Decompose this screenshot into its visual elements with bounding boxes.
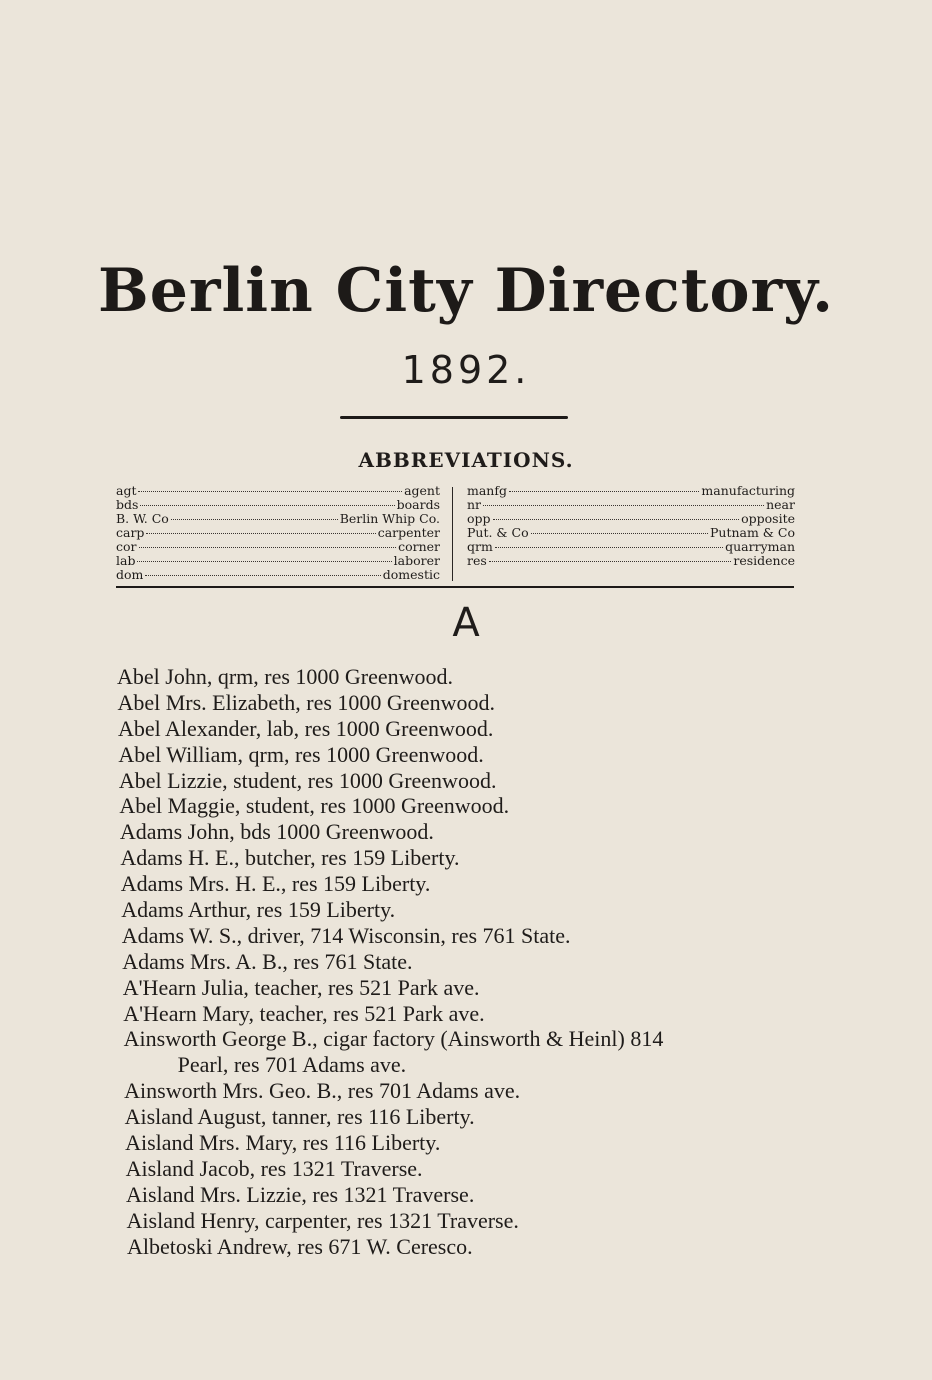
entry-text: Abel Lizzie, student, res 1000 Greenwood. [118,767,497,793]
abbreviation-row [467,554,795,568]
abbreviation-term: dom [116,567,144,582]
entry-text: Abel William, qrm, res 1000 Greenwood. [118,741,484,767]
abbreviation-row [116,512,440,526]
entry-text: Aisland August, tanner, res 116 Liberty. [124,1104,475,1130]
abbreviation-meaning: quarryman [725,539,795,554]
dot-leader [171,519,338,520]
abbreviation-row [116,526,440,540]
directory-entry [0,923,932,949]
directory-entry [0,1208,932,1234]
section-letter: A [452,600,480,646]
abbreviation-meaning: residence [733,553,795,568]
abbreviation-meaning: carpenter [377,525,440,540]
abbreviation-row [116,568,440,582]
abbreviation-term: Put. & Co [467,525,529,540]
abbreviation-term: B. W. Co [116,511,169,526]
entry-text: Abel Mrs. Elizabeth, res 1000 Greenwood. [117,689,496,715]
directory-entry [0,1026,932,1078]
abbreviation-meaning: manufacturing [701,483,795,498]
abbreviation-row [467,526,795,540]
directory-entry [0,897,932,923]
abbreviation-meaning: boards [396,497,440,512]
dot-leader [509,491,699,492]
abbreviation-meaning: agent [404,483,440,498]
abbreviation-meaning: Berlin Whip Co. [339,511,440,526]
abbreviation-term: res [467,553,487,568]
abbreviations-divider [452,487,453,581]
entry-text: Adams Mrs. H. E., res 159 Liberty. [120,871,431,897]
directory-entry [0,716,932,742]
abbreviations-rule [116,586,794,588]
abbreviation-row [116,498,440,512]
directory-entry [0,1130,932,1156]
directory-year: 1892. [401,348,531,392]
entry-text: Abel John, qrm, res 1000 Greenwood. [117,664,454,689]
abbreviations-left-column [116,484,440,582]
abbreviation-meaning: corner [398,539,440,554]
directory-entry [0,742,932,768]
entry-text: Aisland Mrs. Mary, res 116 Liberty. [125,1130,441,1156]
directory-entry [0,1156,932,1182]
directory-entries [0,664,932,1260]
entry-text: Adams W. S., driver, 714 Wisconsin, res 761 State. [121,922,571,948]
entry-text: Aisland Jacob, res 1321 Traverse. [125,1155,423,1181]
entry-text: Abel Maggie, student, res 1000 Greenwood. [119,793,510,819]
entry-text: Ainsworth Mrs. Geo. B., res 701 Adams ave. [124,1078,521,1104]
dot-leader [140,505,394,506]
abbreviation-row [116,540,440,554]
dot-leader [495,547,723,548]
entry-text: Aisland Henry, carpenter, res 1321 Traverse. [126,1207,519,1233]
entry-text: Adams John, bds 1000 Greenwood. [119,819,434,845]
entry-text: A'Hearn Mary, teacher, res 521 Park ave. [123,1000,485,1026]
dot-leader [145,575,380,576]
directory-entry [0,768,932,794]
directory-entry [0,690,932,716]
dot-leader [493,519,740,520]
abbreviation-meaning: laborer [393,553,440,568]
dot-leader [531,533,708,534]
abbreviation-row [467,512,795,526]
abbreviation-term: qrm [467,539,493,554]
entry-text: Ainsworth George B., cigar factory (Ainsworth & Heinl) 814 [123,1026,664,1052]
abbreviation-row [467,498,795,512]
abbreviation-term: manfg [467,483,507,498]
dot-leader [139,547,397,548]
abbreviation-term: agt [116,483,137,498]
directory-entry [0,819,932,845]
page-title: Berlin City Directory. [98,256,834,326]
directory-entry [0,1078,932,1104]
directory-entry [0,1104,932,1130]
directory-entry [0,1182,932,1208]
dot-leader [489,561,732,562]
abbreviation-term: bds [116,497,139,512]
directory-entry [0,1234,932,1260]
directory-entry [0,664,932,690]
directory-entry [0,975,932,1001]
abbreviations-right-column [467,484,795,568]
abbreviation-term: nr [467,497,482,512]
directory-entry [0,1001,932,1027]
directory-entry [0,949,932,975]
abbreviation-term: opp [467,511,491,526]
abbreviation-meaning: near [766,497,795,512]
dot-leader [483,505,764,506]
abbreviation-term: lab [116,553,136,568]
abbreviation-term: cor [116,539,137,554]
entry-text: A'Hearn Julia, teacher, res 521 Park ave. [122,974,480,1000]
dot-leader [137,561,391,562]
entry-text: Albetoski Andrew, res 671 W. Ceresco. [127,1233,473,1259]
dot-leader [146,533,375,534]
directory-entry [0,793,932,819]
title-rule [340,416,568,419]
entry-text: Abel Alexander, lab, res 1000 Greenwood. [117,715,494,741]
directory-entry [0,871,932,897]
entry-continuation: Pearl, res 701 Adams ave. [177,1052,407,1078]
entry-text: Adams H. E., butcher, res 159 Liberty. [120,845,460,871]
abbreviation-meaning: Putnam & Co [709,525,795,540]
abbreviations-heading: ABBREVIATIONS. [358,448,574,472]
abbreviation-term: carp [116,525,145,540]
abbreviation-row [116,554,440,568]
abbreviation-row [116,484,440,498]
entry-text: Adams Mrs. A. B., res 761 State. [122,948,413,974]
abbreviation-meaning: domestic [382,567,440,582]
entry-text: Adams Arthur, res 159 Liberty. [121,897,396,923]
abbreviation-row [467,540,795,554]
abbreviation-row [467,484,795,498]
abbreviation-meaning: opposite [741,511,795,526]
directory-entry [0,845,932,871]
entry-text: Aisland Mrs. Lizzie, res 1321 Traverse. [126,1181,475,1207]
dot-leader [138,491,402,492]
